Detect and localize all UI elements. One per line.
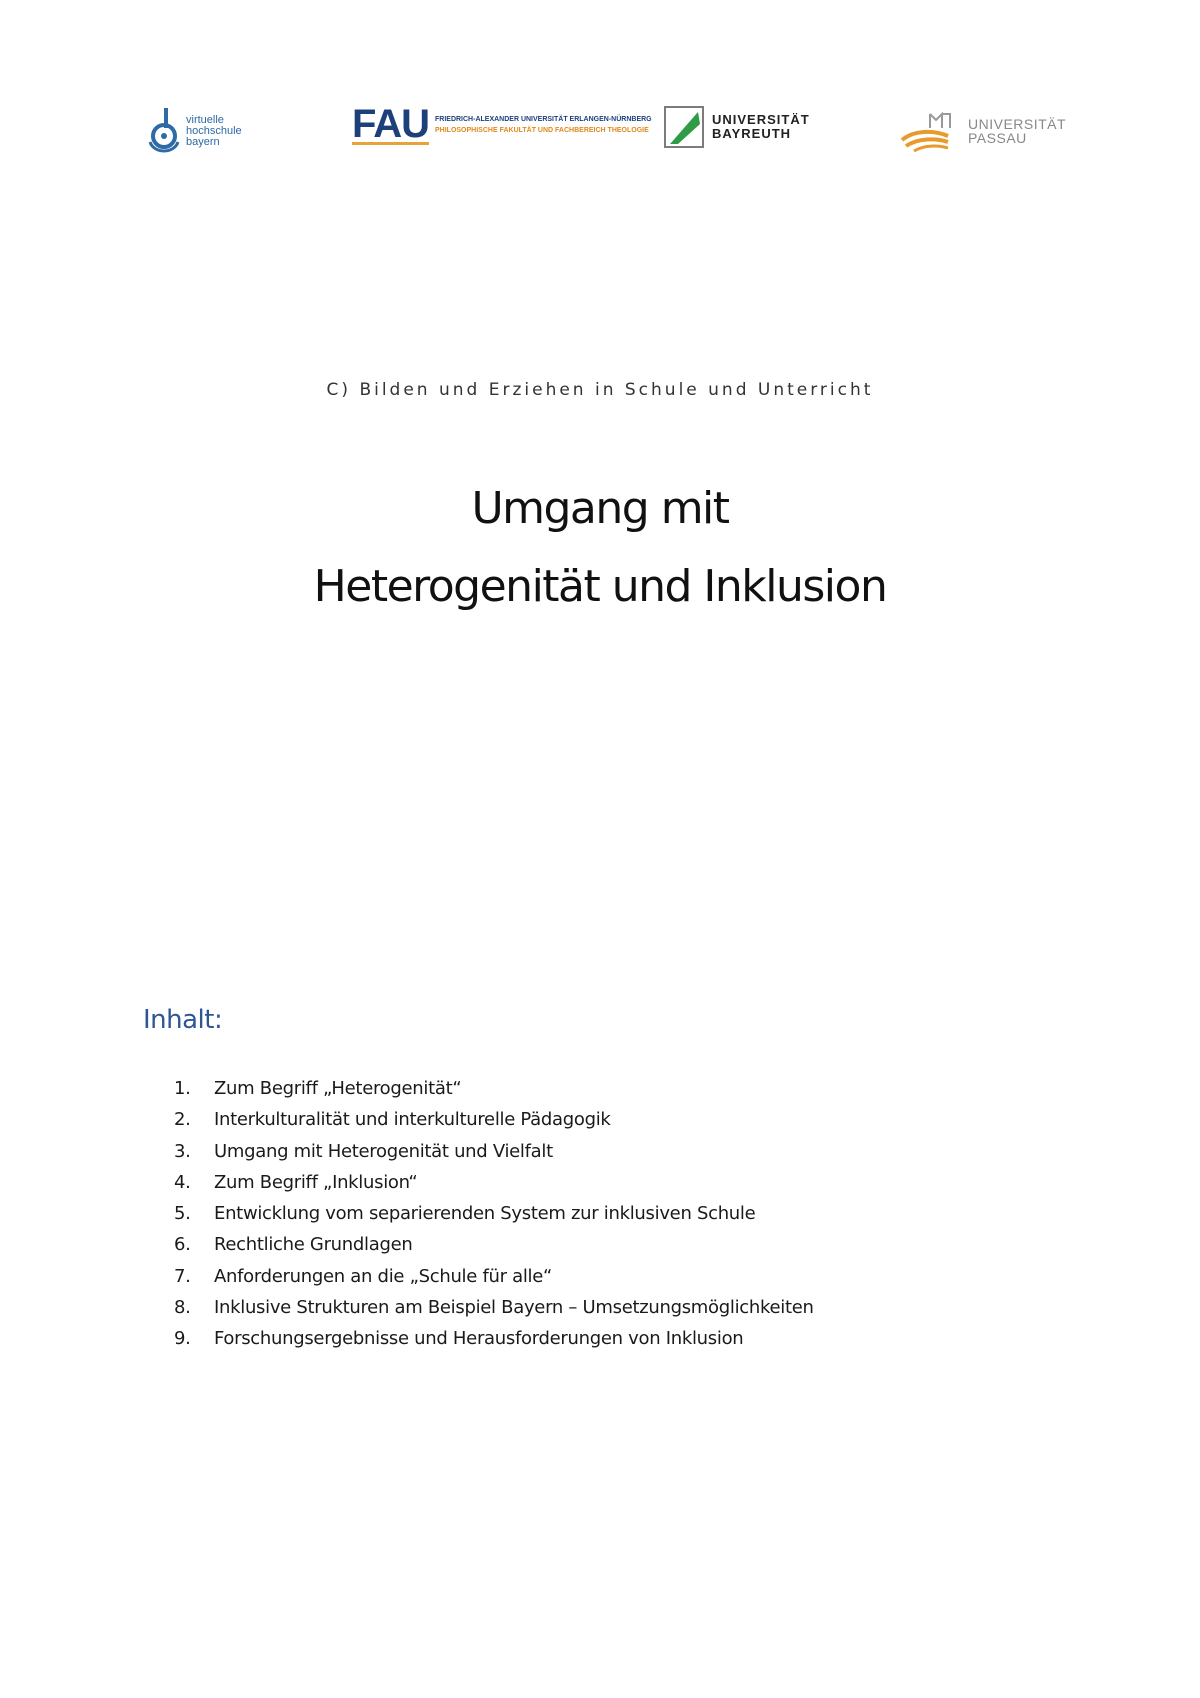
page-title	[0, 470, 1200, 626]
bayreuth-emblem-icon	[664, 106, 704, 148]
document-page: virtuelle hochschule bayern FAU FRIEDRICH-ALEXANDER UNIVERSITÄT ERLANGEN-NÜRNBERG PHILOSOPHISCHE FAKULTÄT UND FACHBEREICH THEOLOGIE UNIVERSITÄT BAYREUTH UNIVERSITÄT PASSAU C) Bilden und Erziehen in Schule und Unterricht Umgang mit Heterogenität und Inklusion Inhalt: 1. Zum Begriff „Heterogenität“ 2. Interkulturalität und interkulturelle Pädagogik 3. Umgang mit Heterogenität und Vielfalt 4. Zum Begriff „Inklusion“ 5. Entwicklung vom separierenden System zur inklusiven Schule 6. Rechtliche Grundlagen 7. Anforderungen an die „Schule für alle“ 8. Inklusive Strukturen am Beispiel Bayern – Umsetzungsmöglichkeiten 9. Forschungsergebnisse und Herausforderungen von Inklusion	[0, 0, 1200, 1698]
vhb-emblem-icon	[146, 106, 182, 156]
title-line-1: Umgang mit	[471, 483, 729, 534]
logo-bar	[0, 100, 1200, 170]
vhb-logo	[146, 106, 242, 156]
section-subtitle: C) Bilden und Erziehen in Schule und Unterricht	[326, 380, 874, 400]
title-line-2: Heterogenität und Inklusion	[313, 561, 887, 612]
passau-wordmark: UNIVERSITÄT PASSAU	[968, 116, 1067, 146]
bayreuth-logo	[664, 106, 810, 148]
fau-wordmark: FAU	[352, 102, 429, 146]
bayreuth-wordmark: UNIVERSITÄT BAYREUTH	[712, 112, 810, 141]
passau-emblem-icon	[900, 110, 964, 152]
toc-heading: Inhalt:	[143, 1005, 223, 1035]
fau-logo	[352, 102, 652, 146]
passau-logo	[900, 110, 1066, 152]
fau-subtitle: FRIEDRICH-ALEXANDER UNIVERSITÄT ERLANGEN-NÜRNBERG PHILOSOPHISCHE FAKULTÄT UND FACHBEREICH THEOLOGIE	[435, 116, 652, 134]
vhb-wordmark: virtuelle hochschule bayern	[186, 113, 242, 148]
